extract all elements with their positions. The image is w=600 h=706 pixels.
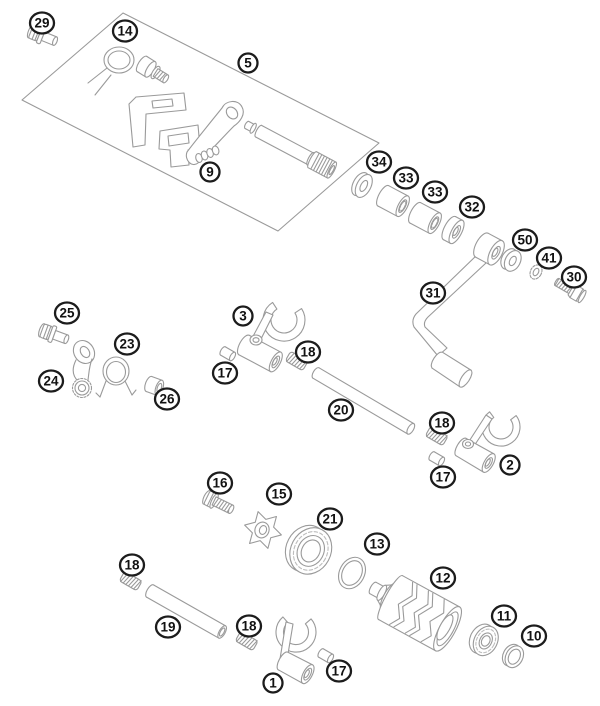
washer-10 bbox=[499, 641, 527, 671]
svg-text:32: 32 bbox=[464, 199, 480, 215]
svg-text:25: 25 bbox=[59, 305, 75, 321]
svg-text:10: 10 bbox=[526, 628, 542, 644]
callout-20 bbox=[329, 400, 353, 421]
svg-text:16: 16 bbox=[212, 475, 228, 491]
callout-18 bbox=[296, 342, 320, 363]
svg-text:31: 31 bbox=[425, 285, 441, 301]
callout-18 bbox=[430, 413, 454, 434]
svg-text:14: 14 bbox=[117, 23, 133, 39]
callout-30 bbox=[562, 267, 586, 288]
svg-text:33: 33 bbox=[427, 184, 443, 200]
svg-text:9: 9 bbox=[206, 164, 214, 180]
callout-13 bbox=[365, 534, 389, 555]
shift-lever-31 bbox=[413, 231, 508, 390]
svg-text:21: 21 bbox=[322, 511, 338, 527]
callout-50 bbox=[513, 230, 537, 251]
svg-text:33: 33 bbox=[398, 170, 414, 186]
callout-12 bbox=[431, 568, 455, 589]
callout-2 bbox=[501, 456, 520, 475]
kit-box-outline bbox=[22, 13, 379, 231]
callout-17 bbox=[327, 661, 351, 682]
callout-24 bbox=[39, 371, 63, 392]
callout-3 bbox=[234, 307, 253, 326]
callout-17 bbox=[431, 467, 455, 488]
svg-text:13: 13 bbox=[369, 536, 385, 552]
svg-text:30: 30 bbox=[566, 269, 582, 285]
svg-text:3: 3 bbox=[239, 308, 247, 324]
callout-26 bbox=[155, 389, 179, 410]
callout-25 bbox=[55, 303, 79, 324]
svg-text:23: 23 bbox=[119, 336, 135, 352]
callout-15 bbox=[267, 484, 291, 505]
svg-text:2: 2 bbox=[506, 457, 514, 473]
callout-9 bbox=[201, 163, 220, 182]
o-ring-13 bbox=[333, 553, 371, 594]
callout-33 bbox=[423, 182, 447, 203]
svg-text:17: 17 bbox=[435, 469, 451, 485]
svg-text:18: 18 bbox=[241, 618, 257, 634]
callout-5 bbox=[239, 54, 258, 73]
svg-text:34: 34 bbox=[371, 154, 387, 170]
washer-34 bbox=[348, 170, 376, 201]
collar-32 bbox=[439, 214, 467, 245]
callout-17 bbox=[213, 363, 237, 384]
svg-text:18: 18 bbox=[434, 415, 450, 431]
callout-41 bbox=[537, 248, 561, 269]
svg-text:11: 11 bbox=[496, 608, 512, 624]
shift-fork-1 bbox=[275, 617, 317, 686]
needle-bushing-33b bbox=[406, 201, 444, 236]
callout-23 bbox=[115, 334, 139, 355]
locating-star-wheel-15 bbox=[240, 509, 285, 551]
callout-31 bbox=[421, 283, 445, 304]
callout-1 bbox=[264, 674, 283, 693]
svg-text:18: 18 bbox=[124, 557, 140, 573]
torsion-spring-23 bbox=[96, 357, 136, 397]
svg-text:24: 24 bbox=[43, 373, 59, 389]
svg-text:18: 18 bbox=[300, 344, 316, 360]
callout-33 bbox=[394, 168, 418, 189]
svg-text:5: 5 bbox=[244, 55, 252, 71]
svg-text:17: 17 bbox=[217, 365, 233, 381]
callout-11 bbox=[492, 606, 516, 627]
callout-18 bbox=[120, 555, 144, 576]
callout-21 bbox=[318, 509, 342, 530]
callout-14 bbox=[113, 21, 137, 42]
svg-text:17: 17 bbox=[331, 663, 347, 679]
pin-17b bbox=[428, 451, 446, 467]
svg-text:26: 26 bbox=[159, 391, 175, 407]
svg-text:15: 15 bbox=[271, 486, 287, 502]
callout-18 bbox=[237, 616, 261, 637]
shift-rail-20 bbox=[311, 366, 417, 435]
svg-text:12: 12 bbox=[435, 570, 451, 586]
svg-text:20: 20 bbox=[333, 402, 349, 418]
callout-32 bbox=[460, 197, 484, 218]
locating-pawl-24 bbox=[69, 337, 99, 398]
hairpin-spring-14 bbox=[88, 47, 134, 95]
pin-17a bbox=[219, 346, 237, 362]
kit-roller-piece bbox=[134, 55, 172, 88]
svg-text:41: 41 bbox=[541, 250, 557, 266]
svg-text:1: 1 bbox=[269, 675, 277, 691]
svg-text:50: 50 bbox=[517, 232, 533, 248]
svg-text:19: 19 bbox=[160, 619, 176, 635]
svg-text:29: 29 bbox=[34, 15, 50, 31]
callout-16 bbox=[208, 473, 232, 494]
callout-29 bbox=[30, 13, 54, 34]
callout-10 bbox=[522, 626, 546, 647]
callout-19 bbox=[156, 617, 180, 638]
callout-34 bbox=[367, 152, 391, 173]
shift-shaft-5 bbox=[241, 116, 338, 179]
bolt-25 bbox=[37, 321, 71, 347]
